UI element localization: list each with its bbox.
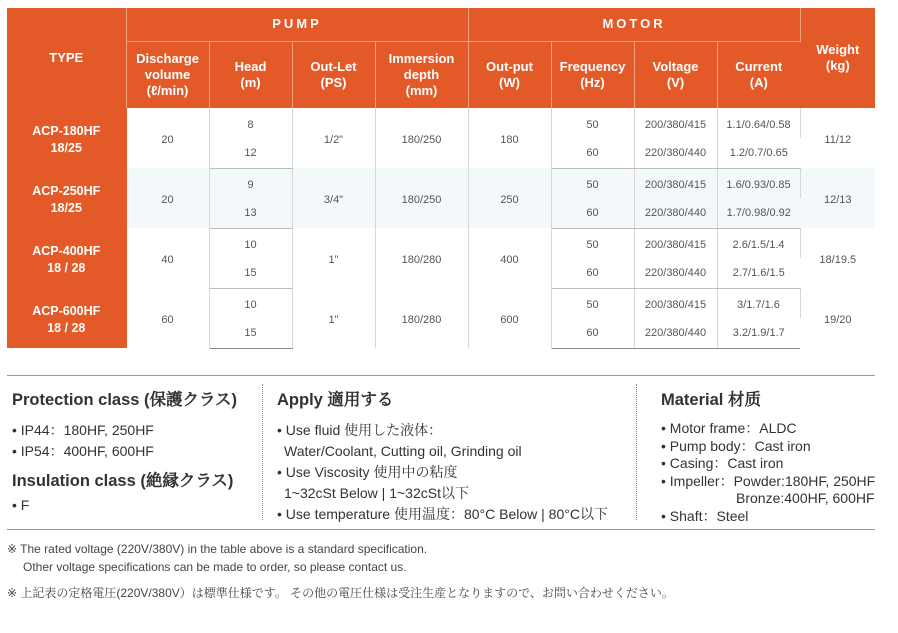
header-outlet: Out-Let (PS) — [292, 41, 375, 108]
type-cell: ACP-250HF 18/25 — [7, 168, 126, 228]
header-voltage: Voltage (V) — [634, 41, 717, 108]
current-cell: 1.2/0.7/0.65 — [717, 138, 800, 168]
frequency-cell: 50 — [551, 228, 634, 258]
voltage-cell: 200/380/415 — [634, 108, 717, 138]
insulation-item: • F — [12, 497, 30, 513]
voltage-cell: 220/380/440 — [634, 258, 717, 288]
protection-section — [12, 386, 237, 516]
apply-fluid: • Use fluid 使用した液体： — [277, 422, 443, 438]
outlet-cell: 1" — [292, 288, 375, 348]
material-pump-body: • Pump body：Cast iron — [661, 437, 811, 454]
apply-title: Apply 適用する — [277, 391, 394, 409]
apply-temperature: • Use temperature 使用温度：80°C Below | 80°C以下 — [277, 506, 608, 522]
header-pump-group: PUMP — [126, 8, 468, 41]
info-bottom-divider — [7, 529, 875, 530]
apply-viscosity-value: 1~32cSt Below | 1~32cSt以下 — [284, 485, 469, 501]
immersion-cell: 180/280 — [375, 288, 468, 348]
protection-item: • IP44：180HF, 250HF — [12, 422, 154, 438]
header-weight: Weight (kg) — [800, 8, 875, 108]
current-cell: 3/1.7/1.6 — [717, 288, 800, 318]
current-cell: 1.6/0.93/0.85 — [717, 168, 800, 198]
note-voltage-en — [7, 540, 427, 576]
header-current: Current (A) — [717, 41, 800, 108]
material-section — [661, 386, 875, 526]
discharge-cell: 60 — [126, 288, 209, 348]
frequency-cell: 60 — [551, 258, 634, 288]
note-line: Other voltage specifications can be made to order, so please contact us. — [23, 560, 407, 574]
immersion-cell: 180/250 — [375, 168, 468, 228]
head-cell: 10 — [209, 288, 292, 318]
weight-cell: 12/13 — [800, 168, 875, 228]
voltage-cell: 220/380/440 — [634, 138, 717, 168]
type-cell: ACP-600HF 18 / 28 — [7, 288, 126, 348]
output-cell: 600 — [468, 288, 551, 348]
discharge-cell: 40 — [126, 228, 209, 288]
outlet-cell: 1" — [292, 228, 375, 288]
apply-viscosity: • Use Viscosity 使用中の粘度 — [277, 464, 458, 480]
output-cell: 250 — [468, 168, 551, 228]
table-row-acp-180hf — [7, 108, 875, 168]
spec-table — [7, 8, 875, 349]
header-frequency: Frequency (Hz) — [551, 41, 634, 108]
material-shaft: • Shaft：Steel — [661, 507, 749, 524]
table-row-acp-600hf — [7, 288, 875, 348]
column-separator — [262, 384, 263, 520]
outlet-cell: 1/2" — [292, 108, 375, 168]
head-cell: 10 — [209, 228, 292, 258]
current-cell: 3.2/1.9/1.7 — [717, 318, 800, 348]
info-top-divider — [7, 375, 875, 376]
output-cell: 400 — [468, 228, 551, 288]
material-impeller-bronze: Bronze:400HF, 600HF — [736, 490, 875, 507]
table-row-acp-250hf — [7, 168, 875, 228]
immersion-cell: 180/250 — [375, 108, 468, 168]
head-cell: 13 — [209, 198, 292, 228]
material-title: Material 材质 — [661, 391, 761, 409]
head-cell: 9 — [209, 168, 292, 198]
frequency-cell: 50 — [551, 288, 634, 318]
voltage-cell: 200/380/415 — [634, 288, 717, 318]
note-voltage-jp: ※ 上記表の定格電圧(220V/380V）は標準仕様です。 その他の電圧仕様は受注生産となりますので、お問い合わせください。 — [7, 586, 674, 600]
head-cell: 15 — [209, 318, 292, 348]
frequency-cell: 60 — [551, 138, 634, 168]
protection-title: Protection class (保護クラス) — [12, 391, 238, 409]
material-motor-frame: • Motor frame：ALDC — [661, 420, 797, 436]
current-cell: 1.1/0.64/0.58 — [717, 108, 800, 138]
frequency-cell: 50 — [551, 108, 634, 138]
header-immersion: Immersion depth (mm) — [375, 41, 468, 108]
header-discharge: Discharge volume (ℓ/min) — [126, 41, 209, 108]
voltage-cell: 200/380/415 — [634, 168, 717, 198]
insulation-title: Insulation class (絶縁クラス) — [12, 472, 234, 490]
weight-cell: 18/19.5 — [819, 253, 857, 266]
immersion-cell: 180/280 — [375, 228, 468, 288]
frequency-cell: 60 — [551, 198, 634, 228]
header-motor-group: MOTOR — [468, 8, 800, 41]
protection-item: • IP54：400HF, 600HF — [12, 443, 154, 459]
head-cell: 15 — [209, 258, 292, 288]
column-separator — [636, 384, 637, 520]
weight-cell: 19/20 — [824, 313, 852, 326]
header-type: TYPE — [7, 8, 126, 108]
note-line: ※ The rated voltage (220V/380V) in the table above is a standard specification. — [7, 542, 428, 556]
current-cell: 2.6/1.5/1.4 — [717, 228, 800, 258]
material-impeller: • Impeller：Powder:180HF, 250HF — [661, 472, 876, 489]
outlet-cell: 3/4" — [292, 168, 375, 228]
head-cell: 8 — [209, 108, 292, 138]
apply-fluid-value: Water/Coolant, Cutting oil, Grinding oil — [284, 443, 522, 459]
apply-section — [277, 386, 608, 525]
type-cell: ACP-400HF 18 / 28 — [7, 228, 126, 288]
voltage-cell: 200/380/415 — [634, 228, 717, 258]
material-casing: • Casing：Cast iron — [661, 455, 784, 472]
frequency-cell: 50 — [551, 168, 634, 198]
current-cell: 2.7/1.6/1.5 — [717, 258, 800, 288]
current-cell: 1.7/0.98/0.92 — [717, 198, 800, 228]
table-row-acp-400hf — [7, 228, 875, 288]
head-cell: 12 — [209, 138, 292, 168]
voltage-cell: 220/380/440 — [634, 198, 717, 228]
header-output: Out-put (W) — [468, 41, 551, 108]
voltage-cell: 220/380/440 — [634, 318, 717, 348]
frequency-cell: 60 — [551, 318, 634, 348]
output-cell: 180 — [468, 108, 551, 168]
discharge-cell: 20 — [126, 108, 209, 168]
type-cell: ACP-180HF 18/25 — [7, 108, 126, 168]
header-head: Head (m) — [209, 41, 292, 108]
weight-cell: 11/12 — [824, 133, 852, 146]
discharge-cell: 20 — [126, 168, 209, 228]
